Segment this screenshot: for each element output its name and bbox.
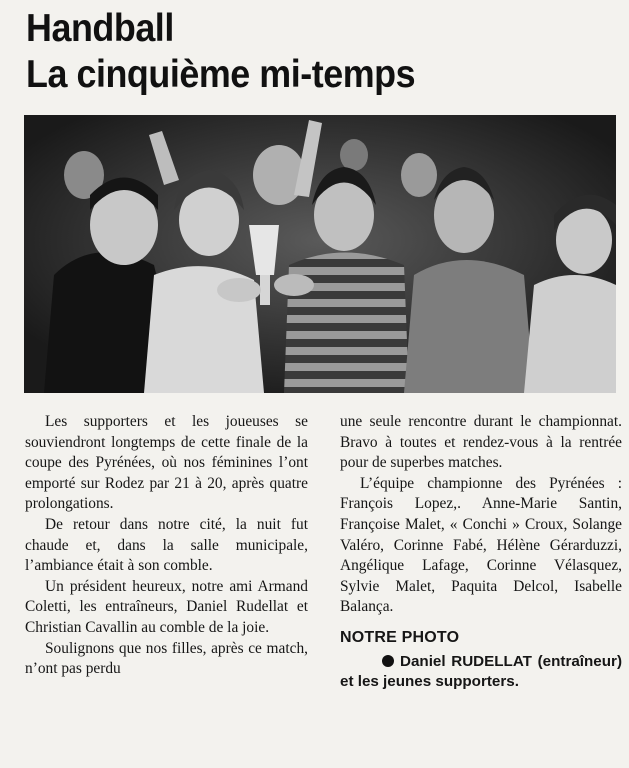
article-column-left — [25, 412, 308, 680]
photo-section-title: NOTRE PHOTO — [340, 628, 460, 646]
bullet-icon — [382, 655, 394, 667]
photo-caption — [340, 652, 622, 693]
group-photo-icon — [24, 115, 616, 393]
photo-caption-text: Daniel RUDELLAT (entraîneur) et les jeunes supporters. — [340, 652, 622, 691]
article-paragraph: Soulignons que nos filles, après ce match, n’ont pas perdu — [25, 639, 308, 678]
news-photo — [24, 115, 616, 393]
article-paragraph: une seule rencontre durant le championnat. Bravo à toutes et rendez-vous à la rentrée pour de superbes matches. — [340, 413, 622, 472]
article-paragraph: Un président heureux, notre ami Armand Coletti, les entraîneurs, Daniel Rudellat et Christian Cavallin au comble de la joie. — [25, 577, 308, 636]
headline-line-2: La cinquième mi-temps — [26, 53, 416, 96]
headline-line-1: Handball — [26, 7, 174, 50]
article-paragraph: De retour dans notre cité, la nuit fut chaude et, dans la salle municipale, l’ambiance était à son comble. — [25, 515, 308, 575]
article-column-right — [340, 412, 622, 693]
article-paragraph: Les supporters et les joueuses se souviendront longtemps de cette finale de la coupe des Pyrénées, où nos féminines l’ont emporté sur Rodez par 21 à 20, après quatre prolongations. — [25, 413, 308, 513]
headline — [26, 6, 569, 98]
article-paragraph: L’équipe championne des Pyrénées : François Lopez,. Anne-Marie Santin, Françoise Malet, « Conchi » Croux, Solange Valéro, Corinne Fabé, Hélène Gérarduzzi, Angélique Lafage, Corinne Vélasquez, Sylvie Malet, Paquita Delcol, Isabelle Balança. — [340, 474, 622, 616]
